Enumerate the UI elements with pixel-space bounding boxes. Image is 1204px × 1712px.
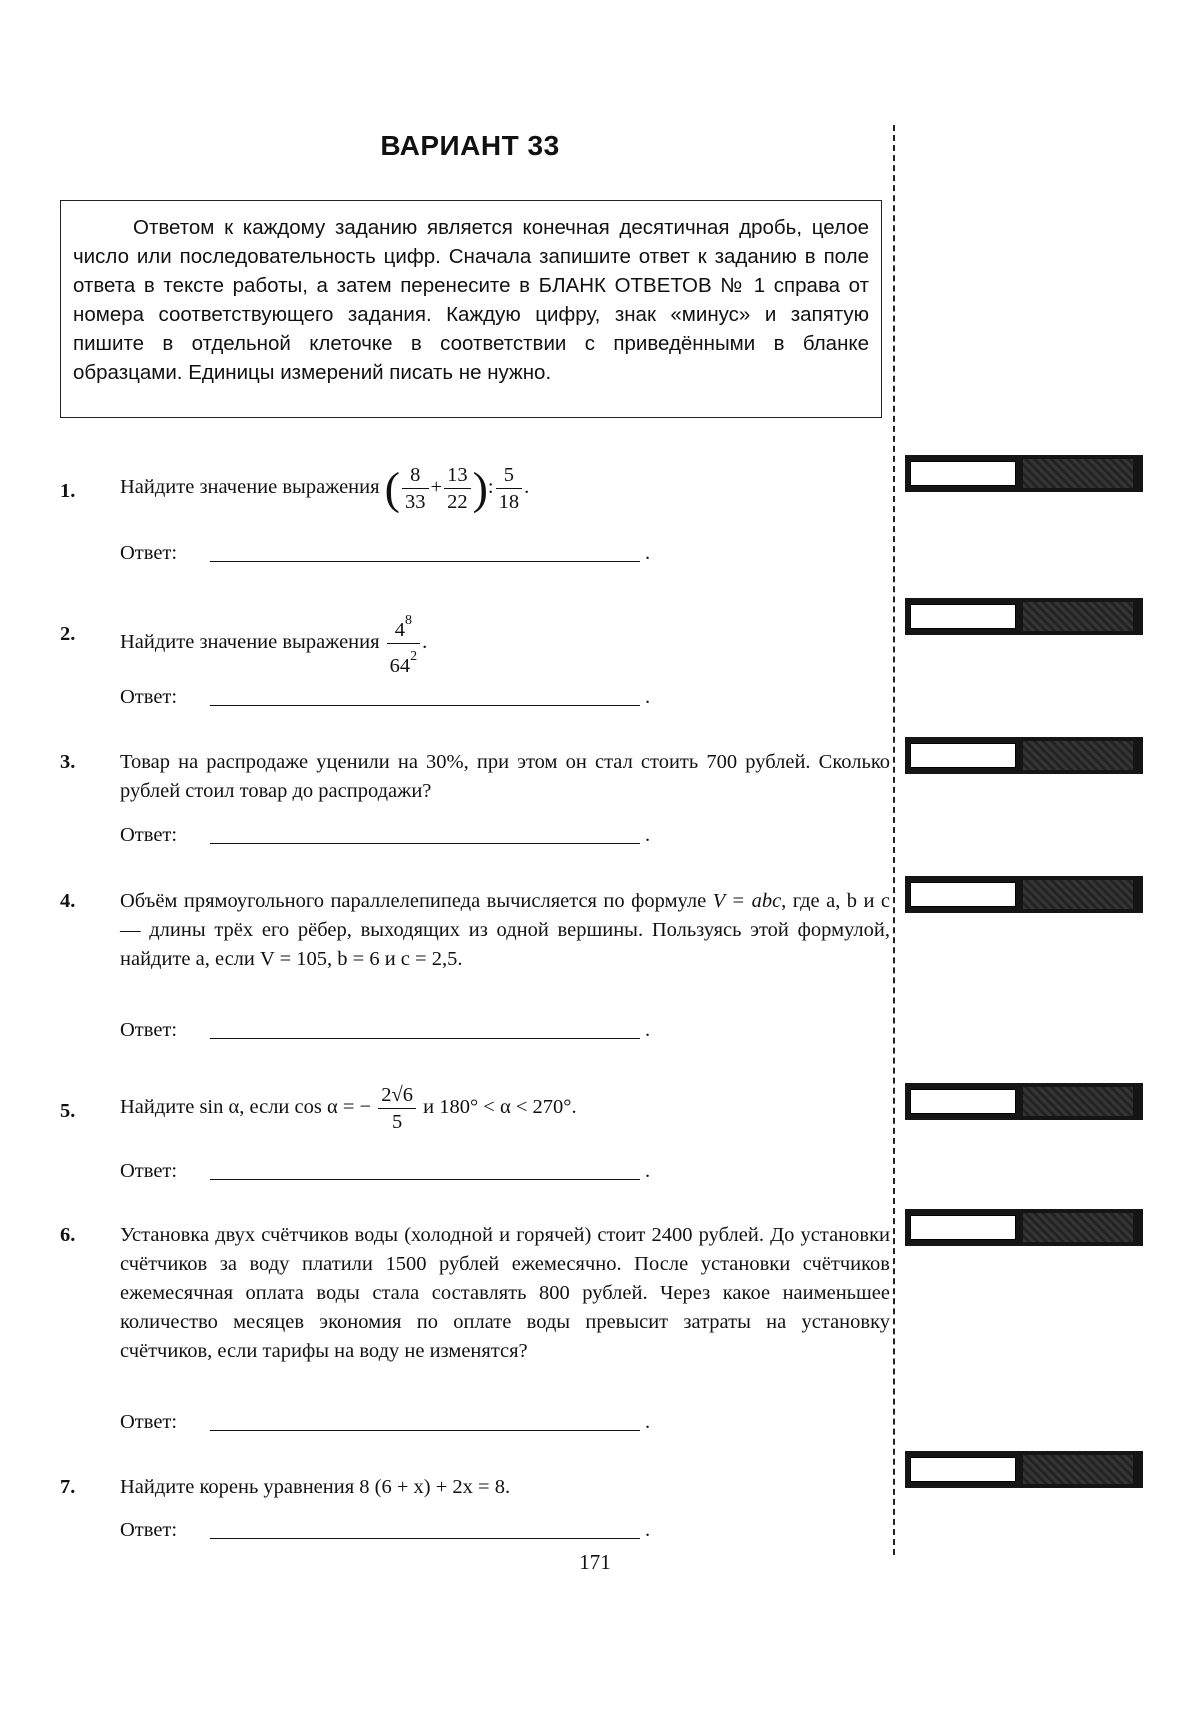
instructions-box: [60, 200, 882, 418]
task-number: 1.: [60, 480, 76, 502]
answer-sheet-marker-2: [905, 598, 1143, 635]
answer-sheet-marker-6: [905, 1209, 1143, 1246]
task-number: 3.: [60, 751, 76, 773]
task-text: Найдите значение выражения: [120, 476, 380, 499]
answer-field-1[interactable]: [210, 561, 640, 562]
task-text: Установка двух счётчиков воды (холодной и горячей) стоит 2400 рублей. До установки счётчиков за воду платили 1500 рублей ежемесячно. После установки счётчиков ежемесячная оплата воды стала составлять 800 рублей. Через какое наименьшее количество месяцев экономия по оплате воды превысит затраты на установку счётчиков, если тарифы на воду не изменятся?: [120, 1224, 890, 1362]
task-text: Объём прямоугольного параллелепипеда вычисляется по формуле: [120, 890, 707, 912]
answer-field-7[interactable]: [210, 1538, 640, 1539]
task-text: Найдите корень уравнения 8 (6 + x) + 2x = 8.: [120, 1476, 511, 1498]
answer-sheet-marker-1: [905, 455, 1143, 492]
answer-sheet-marker-4: [905, 876, 1143, 913]
task-number: 2.: [60, 623, 76, 645]
task-text: Товар на распродаже уценили на 30%, при этом он стал стоить 700 рублей. Сколько рублей стоил товар до распродажи?: [120, 751, 890, 802]
task-text: Найдите sin α, если cos α = −: [120, 1096, 372, 1119]
answer-field-2[interactable]: [210, 705, 640, 706]
page-title: ВАРИАНТ 33: [380, 130, 560, 161]
cut-line: [893, 125, 895, 1555]
answer-field-3[interactable]: [210, 843, 640, 844]
answer-field-4[interactable]: [210, 1038, 640, 1039]
answer-sheet-marker-7: [905, 1451, 1143, 1488]
task-number: 5.: [60, 1100, 76, 1122]
page-number: 171: [579, 1550, 611, 1574]
task-text: Найдите значение выражения: [120, 631, 380, 654]
instructions-text: Ответом к каждому заданию является конечная десятичная дробь, целое число или последовательность цифр. Сначала запишите ответ к заданию в поле ответа в тексте работы, а затем перенесите в БЛАНК ОТВЕТОВ № 1 справа от номера соответствующего задания. Каждую цифру, знак «минус» и запятую пишите в отдельной клеточке в соответствии с приведёнными в бланке образцами. Единицы измерений писать не нужно.: [73, 216, 869, 384]
task-number: 4.: [60, 890, 76, 912]
task-number: 7.: [60, 1476, 76, 1498]
answer-sheet-marker-5: [905, 1083, 1143, 1120]
task-number: 6.: [60, 1224, 76, 1246]
power-fraction: $\frac{4^8}{64^2}$: [387, 608, 421, 679]
fraction-2: $\frac{13}{22}$: [444, 462, 471, 515]
fraction-1: $\frac{8}{33}$: [402, 462, 429, 515]
answer-sheet-marker-3: [905, 737, 1143, 774]
answer-field-5[interactable]: [210, 1179, 640, 1180]
answer-field-6[interactable]: [210, 1430, 640, 1431]
fraction: $\frac{2√6}{5}$: [378, 1082, 416, 1135]
fraction-3: $\frac{5}{18}$: [496, 462, 523, 515]
formula: V = abc: [712, 890, 782, 912]
